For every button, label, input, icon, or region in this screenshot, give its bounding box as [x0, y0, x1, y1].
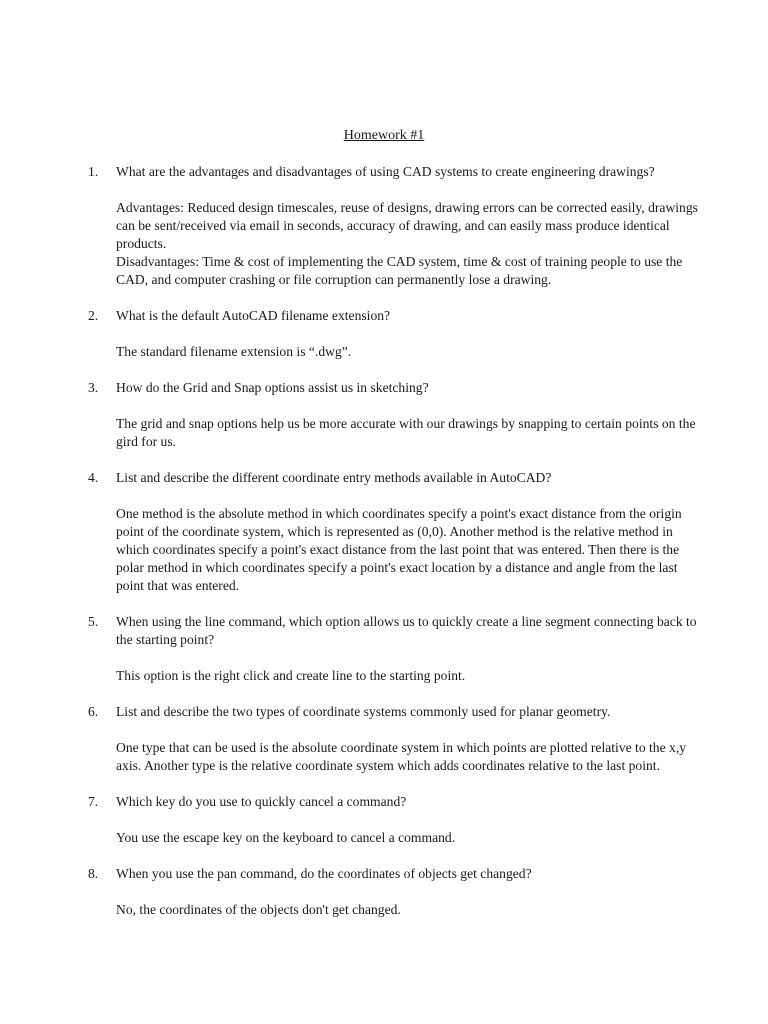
- question-number: 1.: [88, 164, 99, 179]
- question-item-4: [88, 469, 708, 595]
- answer-text: The grid and snap options help us be more accurate with our drawings by snapping to certain points on the gird for us.: [116, 416, 696, 449]
- answer-text: Advantages: Reduced design timescales, reuse of designs, drawing errors can be corrected easily, drawings can be sent/received via email in seconds, accuracy of drawing, and can easily mass produce identical products.: [116, 200, 698, 251]
- question-text: When using the line command, which option allows us to quickly create a line segment connecting back to the starting point?: [116, 614, 697, 647]
- answer-block: [116, 901, 708, 919]
- answer-text: One method is the absolute method in which coordinates specify a point's exact distance from the origin point of the coordinate system, which is represented as (0,0). Another method is the relative method in which coordinates specify a point's exact distance from the last point that was entered. Then there is the polar method in which coordinates specify a point's exact location by a distance and angle from the last point that was entered.: [116, 506, 682, 593]
- page-title: Homework #1: [343, 128, 425, 143]
- question-item-2: [88, 307, 708, 361]
- question-text: When you use the pan command, do the coordinates of objects get changed?: [116, 866, 532, 881]
- answer-text: You use the escape key on the keyboard to cancel a command.: [116, 830, 456, 845]
- question-item-5: [88, 613, 708, 685]
- answer-block: [116, 739, 708, 775]
- question-number: 7.: [88, 794, 99, 809]
- question-number: 4.: [88, 470, 99, 485]
- question-number: 8.: [88, 866, 99, 881]
- question-list: [88, 163, 708, 937]
- question-number: 2.: [88, 308, 99, 323]
- answer-block: [116, 667, 708, 685]
- question-item-3: [88, 379, 708, 451]
- answer-text: One type that can be used is the absolute coordinate system in which points are plotted relative to the x,y axis. Another type is the relative coordinate system which adds coordinates relative to the last point.: [116, 740, 687, 773]
- question-item-7: [88, 793, 708, 847]
- question-text: How do the Grid and Snap options assist us in sketching?: [116, 380, 429, 395]
- question-text: What is the default AutoCAD filename extension?: [116, 308, 391, 323]
- answer-text: This option is the right click and create line to the starting point.: [116, 668, 466, 683]
- question-number: 6.: [88, 704, 99, 719]
- answer-block: [116, 829, 708, 847]
- question-item-8: [88, 865, 708, 919]
- question-number: 5.: [88, 614, 99, 629]
- answer-text: No, the coordinates of the objects don't get changed.: [116, 902, 401, 917]
- answer-block: [116, 199, 708, 289]
- question-number: 3.: [88, 380, 99, 395]
- answer-text: Disadvantages: Time & cost of implementing the CAD system, time & cost of training people to use the CAD, and computer crashing or file corruption can permanently lose a drawing.: [116, 254, 683, 287]
- question-text: List and describe the different coordinate entry methods available in AutoCAD?: [116, 470, 552, 485]
- question-item-1: [88, 163, 708, 289]
- question-text: List and describe the two types of coordinate systems commonly used for planar geometry.: [116, 704, 611, 719]
- question-item-6: [88, 703, 708, 775]
- question-text: Which key do you use to quickly cancel a command?: [116, 794, 407, 809]
- question-text: What are the advantages and disadvantages of using CAD systems to create engineering drawings?: [116, 164, 655, 179]
- answer-text: The standard filename extension is “.dwg”.: [116, 344, 352, 359]
- answer-block: [116, 415, 708, 451]
- answer-block: [116, 505, 708, 595]
- answer-block: [116, 343, 708, 361]
